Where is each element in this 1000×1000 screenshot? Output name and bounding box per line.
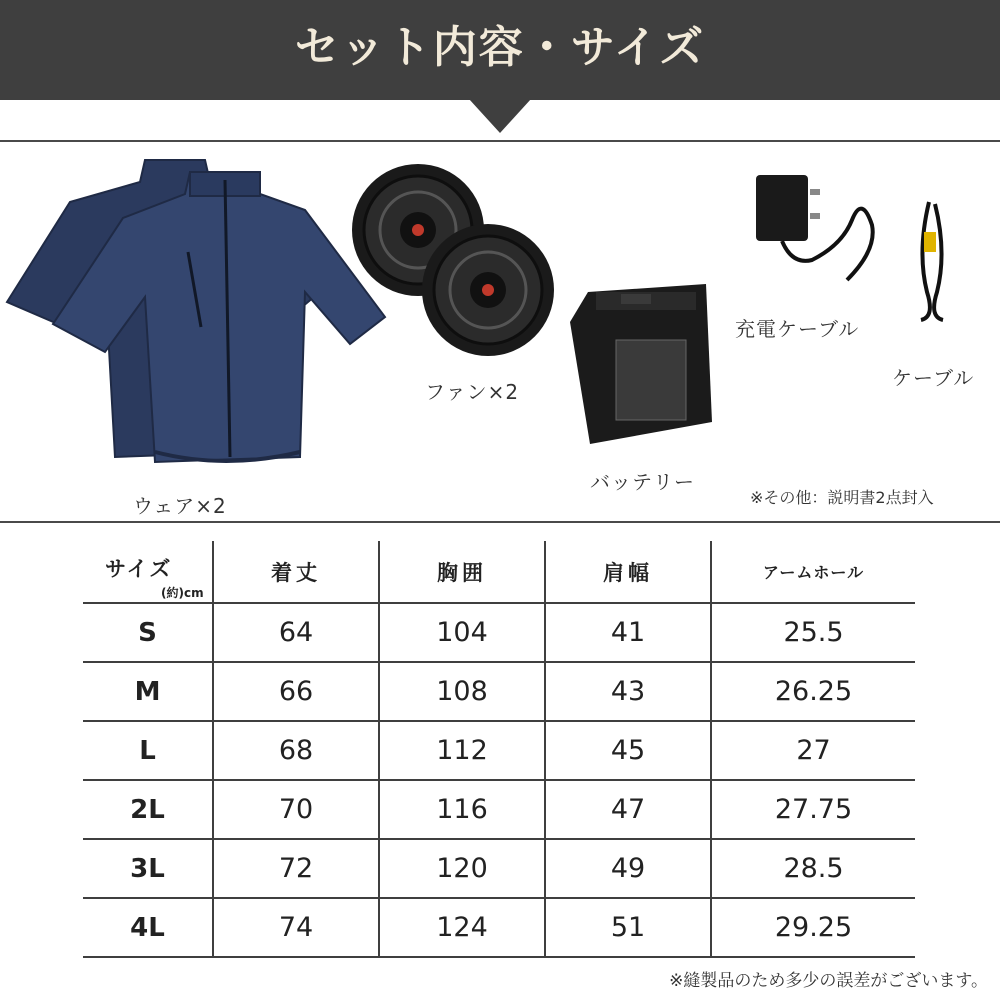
value-cell: 49 bbox=[545, 839, 711, 898]
wear-label: ウェア×2 bbox=[133, 494, 227, 518]
table-row bbox=[83, 662, 915, 721]
header-pointer-arrow bbox=[469, 99, 531, 133]
divider-bottom bbox=[0, 521, 1000, 523]
value-cell: 74 bbox=[213, 898, 379, 957]
charger-label: 充電ケーブル bbox=[735, 317, 860, 341]
jacket-image bbox=[5, 152, 390, 482]
size-cell: L bbox=[83, 721, 213, 780]
column-header: 肩幅 bbox=[545, 541, 711, 603]
cable-label: ケーブル bbox=[892, 366, 975, 390]
size-cell: 4L bbox=[83, 898, 213, 957]
table-row bbox=[83, 780, 915, 839]
value-cell: 104 bbox=[379, 603, 545, 662]
value-cell: 47 bbox=[545, 780, 711, 839]
value-cell: 108 bbox=[379, 662, 545, 721]
value-cell: 43 bbox=[545, 662, 711, 721]
table-row bbox=[83, 603, 915, 662]
value-cell: 124 bbox=[379, 898, 545, 957]
value-cell: 28.5 bbox=[711, 839, 915, 898]
value-cell: 112 bbox=[379, 721, 545, 780]
value-cell: 64 bbox=[213, 603, 379, 662]
value-cell: 45 bbox=[545, 721, 711, 780]
column-header: 着丈 bbox=[213, 541, 379, 603]
value-cell: 72 bbox=[213, 839, 379, 898]
unit-label: (約)cm bbox=[161, 586, 204, 600]
value-cell: 29.25 bbox=[711, 898, 915, 957]
value-cell: 120 bbox=[379, 839, 545, 898]
cable-image bbox=[907, 192, 957, 324]
value-cell: 116 bbox=[379, 780, 545, 839]
size-cell: M bbox=[83, 662, 213, 721]
battery-image bbox=[566, 282, 716, 447]
value-cell: 26.25 bbox=[711, 662, 915, 721]
value-cell: 70 bbox=[213, 780, 379, 839]
table-row bbox=[83, 898, 915, 957]
value-cell: 51 bbox=[545, 898, 711, 957]
size-header-label: サイズ bbox=[105, 557, 173, 581]
table-header-row bbox=[83, 541, 915, 603]
fan-image bbox=[350, 162, 555, 357]
other-contents-note: ※その他：説明書2点封入 bbox=[750, 488, 934, 507]
value-cell: 27 bbox=[711, 721, 915, 780]
battery-label: バッテリー bbox=[590, 470, 695, 494]
value-cell: 41 bbox=[545, 603, 711, 662]
column-header: アームホール bbox=[711, 541, 915, 603]
size-cell: 2L bbox=[83, 780, 213, 839]
fan-2 bbox=[422, 224, 554, 356]
divider-top bbox=[0, 140, 1000, 142]
value-cell: 66 bbox=[213, 662, 379, 721]
header-banner bbox=[0, 0, 1000, 100]
table-row bbox=[83, 839, 915, 898]
value-cell: 27.75 bbox=[711, 780, 915, 839]
size-table bbox=[83, 541, 915, 958]
fan-label: ファン×2 bbox=[425, 380, 520, 404]
size-cell: S bbox=[83, 603, 213, 662]
value-cell: 25.5 bbox=[711, 603, 915, 662]
footnote: ※縫製品のため多少の誤差がございます。 bbox=[669, 971, 988, 991]
table-row bbox=[83, 721, 915, 780]
size-corner-cell bbox=[83, 541, 213, 603]
charger-image bbox=[752, 165, 882, 295]
column-header: 胸囲 bbox=[379, 541, 545, 603]
value-cell: 68 bbox=[213, 721, 379, 780]
page-title: セット内容・サイズ bbox=[294, 22, 706, 73]
size-cell: 3L bbox=[83, 839, 213, 898]
